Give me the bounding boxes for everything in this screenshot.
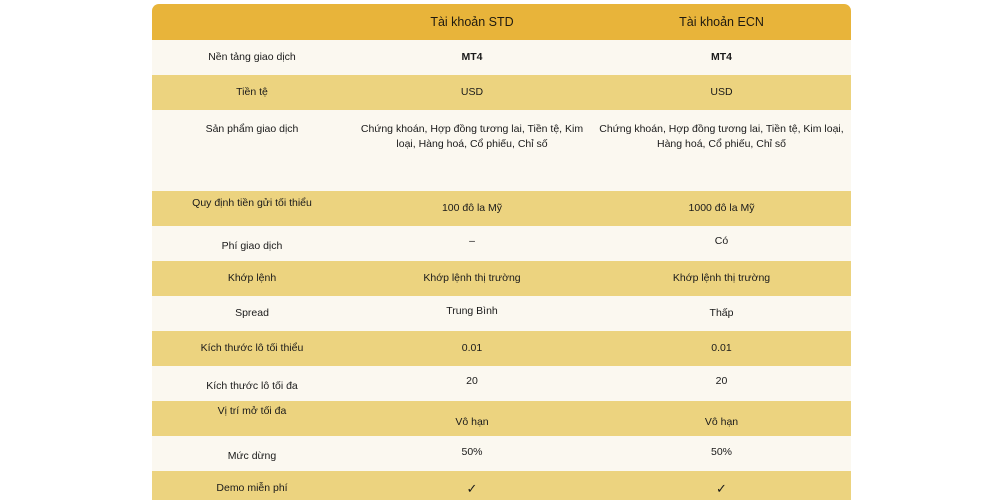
ecn-value: MT4: [711, 51, 732, 63]
row-label: Sản phẩm giao dịch: [205, 123, 299, 135]
std-value: MT4: [461, 51, 483, 63]
ecn-value: Có: [714, 235, 729, 247]
std-value: –: [469, 235, 475, 247]
table-row: [152, 471, 851, 500]
table-row: [152, 296, 851, 331]
row-label: Kích thước lô tối đa: [206, 380, 298, 392]
ecn-value: Vô hạn: [704, 416, 739, 428]
table-row: [152, 436, 851, 471]
row-label: Tiền tệ: [236, 86, 268, 98]
std-value: 50%: [461, 445, 483, 458]
header-ecn-account: Tài khoản ECN: [679, 14, 764, 29]
ecn-value: 50%: [710, 445, 732, 458]
account-comparison-table: [152, 4, 851, 500]
ecn-value: Khớp lệnh thị trường: [672, 272, 771, 284]
std-value: Chứng khoán, Hợp đồng tương lai, Tiền tệ, Kim loại, Hàng hoá, Cổ phiếu, Chỉ số: [360, 123, 584, 150]
std-value: 20: [466, 375, 478, 387]
ecn-value: USD: [710, 86, 733, 98]
table-row: [152, 261, 851, 296]
header-std-account: Tài khoản STD: [430, 14, 514, 29]
std-value: Trung Bình: [446, 304, 498, 317]
std-value: 0.01: [461, 342, 483, 354]
row-label: Demo miễn phí: [216, 481, 288, 494]
table-row: [152, 331, 851, 366]
checkmark-icon: ✓: [466, 480, 478, 496]
std-value: Khớp lệnh thị trường: [423, 272, 521, 284]
ecn-value: 0.01: [711, 342, 732, 354]
table-row: [152, 191, 851, 226]
checkmark-icon: ✓: [716, 480, 727, 496]
row-label: Quy định tiền gửi tối thiểu: [192, 197, 312, 209]
row-label: Nền tảng giao dịch: [208, 51, 296, 63]
row-label: Kích thước lô tối thiểu: [200, 342, 304, 354]
table-row: [152, 226, 851, 261]
table-row: [152, 110, 851, 191]
table-row: [152, 40, 851, 75]
table-row: [152, 401, 851, 436]
std-value: USD: [460, 86, 484, 98]
ecn-value: 20: [715, 375, 728, 387]
row-label: Khớp lệnh: [227, 272, 277, 284]
table-row: [152, 75, 851, 110]
row-label: Vị trí mở tối đa: [217, 405, 287, 417]
std-value: 100 đô la Mỹ: [441, 202, 503, 214]
row-label: Phí giao dịch: [221, 240, 283, 252]
table-row: [152, 366, 851, 401]
ecn-value: Chứng khoán, Hợp đồng tương lai, Tiền tệ, Kim loại, Hàng hoá, Cổ phiếu, Chỉ số: [599, 123, 844, 150]
row-label: Spread: [235, 307, 269, 319]
table-header: [152, 4, 851, 40]
ecn-value: Thấp: [709, 307, 734, 319]
row-label: Mức dừng: [227, 449, 277, 462]
ecn-value: 1000 đô la Mỹ: [688, 202, 755, 214]
std-value: Vô hạn: [455, 416, 489, 428]
